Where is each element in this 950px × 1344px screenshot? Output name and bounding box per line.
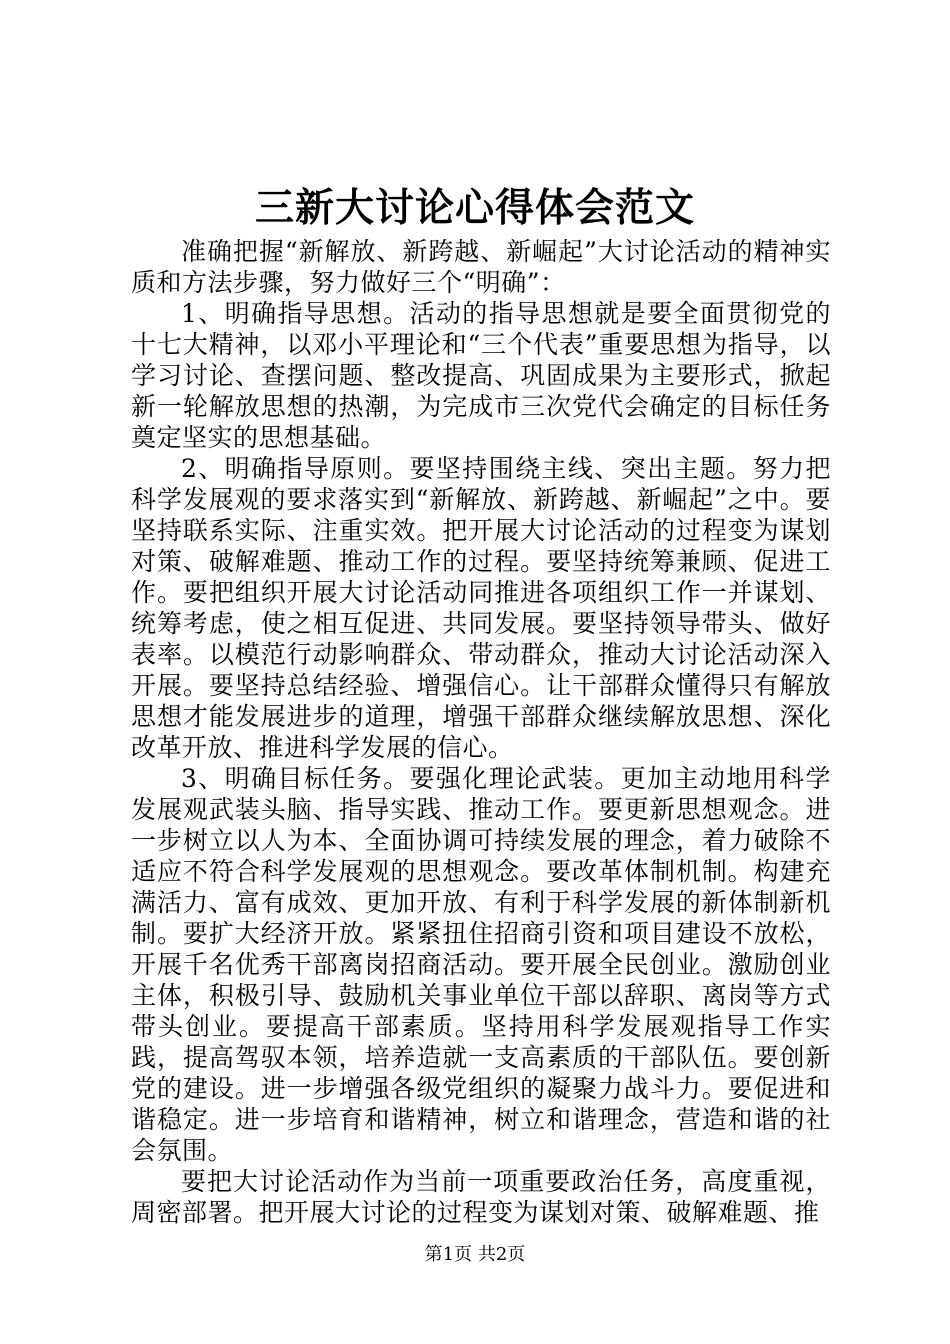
intro-paragraph: 准确把握“新解放、新跨越、新崛起”大讨论活动的精神实质和方法步骤，努力做好三个“明确”：: [131, 237, 831, 297]
closing-paragraph: 要把大讨论活动作为当前一项重要政治任务，高度重视，周密部署。把开展大讨论的过程变为谋划对策、破解难题、推: [131, 1167, 831, 1227]
guiding-principle-paragraph: 2、明确指导原则。要坚持围绕主线、突出主题。努力把科学发展观的要求落实到“新解放、新跨越、新崛起”之中。要坚持联系实际、注重实效。把开展大讨论活动的过程变为谋划对策、破解难题、推动工作的过程。要坚持统筹兼顾、促进工作。要把组织开展大讨论活动同推进各项组织工作一并谋划、统筹考虑，使之相互促进、共同发展。要坚持领导带头、做好表率。以模范行动影响群众、带动群众，推动大讨论活动深入开展。要坚持总结经验、增强信心。让干部群众懂得只有解放思想才能发展进步的道理，增强干部群众继续解放思想、深化改革开放、推进科学发展的信心。: [131, 454, 831, 762]
guiding-thought-paragraph: 1、明确指导思想。活动的指导思想就是要全面贯彻党的十七大精神，以邓小平理论和“三个代表”重要思想为指导，以学习讨论、查摆问题、整改提高、巩固成果为主要形式，掀起新一轮解放思想的热潮，为完成市三次党代会确定的目标任务奠定坚实的思想基础。: [131, 299, 831, 452]
document-body: [131, 236, 831, 1228]
page-footer: 第1页 共2页: [424, 1244, 526, 1265]
target-task-paragraph: 3、明确目标任务。要强化理论武装。更加主动地用科学发展观武装头脑、指导实践、推动工作。要更新思想观念。进一步树立以人为本、全面协调可持续发展的理念，着力破除不适应不符合科学发展观的思想观念。要改革体制机制。构建充满活力、富有成效、更加开放、有利于科学发展的新体制新机制。要扩大经济开放。紧紧扭住招商引资和项目建设不放松，开展千名优秀干部离岗招商活动。要开展全民创业。激励创业主体，积极引导、鼓励机关事业单位干部以辞职、离岗等方式带头创业。要提高干部素质。坚持用科学发展观指导工作实践，提高驾驭本领，培养造就一支高素质的干部队伍。要创新党的建设。进一步增强各级党组织的凝聚力战斗力。要促进和谐稳定。进一步培育和谐精神，树立和谐理念，营造和谐的社会氛围。: [131, 764, 831, 1165]
document-title: 三新大讨论心得体会范文: [254, 185, 695, 231]
